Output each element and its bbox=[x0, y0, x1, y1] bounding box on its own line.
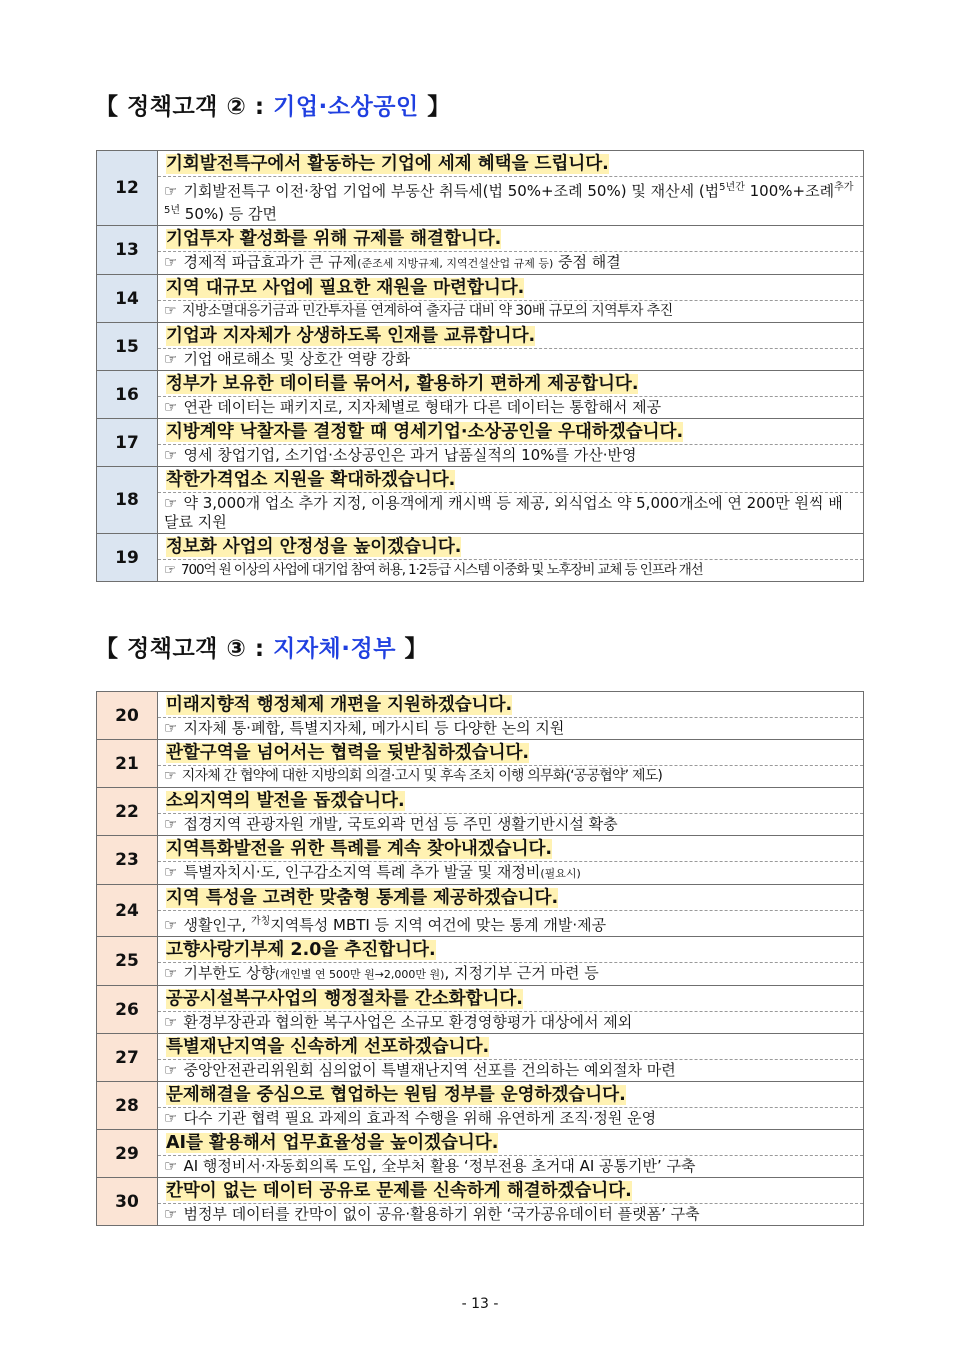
headline-text: 기업투자 활성화를 위해 규제를 해결합니다. bbox=[166, 229, 502, 249]
headline-text: 정부가 보유한 데이터를 묶어서, 활용하기 편하게 제공합니다. bbox=[166, 374, 639, 394]
item-detail bbox=[158, 963, 863, 985]
pointing-hand-icon: ☞ bbox=[164, 964, 178, 982]
item-headline bbox=[158, 275, 863, 301]
detail-text: 지방소멸대응기금과 민간투자를 연계하여 출자금 대비 약 30배 규모의 지역투자 추진 bbox=[181, 303, 673, 319]
table-row bbox=[97, 534, 864, 582]
detail-text: 기회발전특구 이전·창업 기업에 부동산 취득세(법 50%+조례 50%) 및 재산세 (법 bbox=[183, 182, 720, 200]
detail-text: 기업 애로해소 및 상호간 역량 강화 bbox=[183, 350, 411, 368]
pointing-hand-icon: ☞ bbox=[164, 350, 178, 368]
table-row bbox=[97, 419, 864, 467]
item-detail bbox=[158, 718, 863, 739]
item-number: 20 bbox=[97, 692, 158, 740]
item-number: 23 bbox=[97, 836, 158, 885]
detail-sup: 추가5년 bbox=[164, 182, 854, 216]
item-content bbox=[158, 467, 864, 534]
item-detail bbox=[158, 1012, 863, 1033]
table-row bbox=[97, 467, 864, 534]
detail-text: 지자체 간 협약에 대한 지방의회 의결·고시 및 후속 조치 이행 의무화(‘공공협약’ 제도) bbox=[181, 768, 663, 784]
table-row bbox=[97, 1130, 864, 1178]
detail-text: 영세 창업기업, 소기업·소상공인은 과거 납품실적의 10%를 가산·반영 bbox=[183, 446, 637, 464]
item-headline bbox=[158, 226, 863, 252]
detail-text: 50%) 등 감면 bbox=[180, 205, 277, 223]
item-content bbox=[158, 836, 864, 885]
headline-text: 지방계약 낙찰자를 결정할 때 영세기업·소상공인을 우대하겠습니다. bbox=[166, 422, 684, 442]
item-detail bbox=[158, 177, 863, 225]
item-number: 25 bbox=[97, 937, 158, 986]
headline-text: 지역 특성을 고려한 맞춤형 통계를 제공하겠습니다. bbox=[166, 888, 559, 908]
item-content bbox=[158, 1034, 864, 1082]
item-headline bbox=[158, 371, 863, 397]
table-row bbox=[97, 986, 864, 1034]
item-number: 19 bbox=[97, 534, 158, 582]
item-number: 12 bbox=[97, 151, 158, 226]
table-row bbox=[97, 275, 864, 323]
item-headline bbox=[158, 937, 863, 963]
bracket-open: 【 bbox=[95, 636, 119, 662]
table-row bbox=[97, 788, 864, 836]
detail-small: (준조세 지방규제, 지역건설산업 규제 등) bbox=[357, 257, 554, 270]
item-number: 14 bbox=[97, 275, 158, 323]
headline-text: 지역 대규모 사업에 필요한 재원을 마련합니다. bbox=[166, 278, 525, 298]
item-number: 17 bbox=[97, 419, 158, 467]
bracket-close: 】 bbox=[427, 94, 451, 120]
pointing-hand-icon: ☞ bbox=[164, 1205, 178, 1223]
item-detail bbox=[158, 252, 863, 274]
policy-table-government bbox=[96, 691, 864, 1226]
item-detail bbox=[158, 862, 863, 884]
item-content bbox=[158, 226, 864, 275]
table-row bbox=[97, 1178, 864, 1226]
table-row bbox=[97, 1034, 864, 1082]
item-content bbox=[158, 534, 864, 582]
table-row bbox=[97, 151, 864, 226]
item-headline bbox=[158, 1130, 863, 1156]
pointing-hand-icon: ☞ bbox=[164, 916, 178, 934]
headline-text: 문제해결을 중심으로 협업하는 원팀 정부를 운영하겠습니다. bbox=[166, 1085, 626, 1105]
item-headline bbox=[158, 740, 863, 766]
item-detail bbox=[158, 1204, 863, 1225]
item-content bbox=[158, 1130, 864, 1178]
pointing-hand-icon: ☞ bbox=[164, 863, 178, 881]
detail-text: , 지정기부 근거 마련 등 bbox=[444, 964, 599, 982]
item-content bbox=[158, 371, 864, 419]
item-content bbox=[158, 692, 864, 740]
item-number: 28 bbox=[97, 1082, 158, 1130]
item-detail bbox=[158, 493, 863, 533]
item-headline bbox=[158, 419, 863, 445]
pointing-hand-icon: ☞ bbox=[164, 446, 178, 464]
detail-text: 다수 기관 협력 필요 과제의 효과적 수행을 위해 유연하게 조직·정원 운영 bbox=[183, 1109, 657, 1127]
item-headline bbox=[158, 788, 863, 814]
item-content bbox=[158, 1178, 864, 1226]
headline-text: 미래지향적 행정체제 개편을 지원하겠습니다. bbox=[166, 695, 513, 715]
item-headline bbox=[158, 323, 863, 349]
item-number: 22 bbox=[97, 788, 158, 836]
item-content bbox=[158, 323, 864, 371]
headline-text: 고향사랑기부제 2.0을 추진합니다. bbox=[166, 940, 436, 960]
pointing-hand-icon: ☞ bbox=[164, 1109, 178, 1127]
section-highlight: 기업·소상공인 bbox=[273, 94, 419, 120]
item-content bbox=[158, 275, 864, 323]
table-row bbox=[97, 226, 864, 275]
item-number: 29 bbox=[97, 1130, 158, 1178]
item-content bbox=[158, 419, 864, 467]
headline-text: 착한가격업소 지원을 확대하겠습니다. bbox=[166, 470, 456, 490]
item-content bbox=[158, 151, 864, 226]
detail-text: 연관 데이터는 패키지로, 지자체별로 형태가 다른 데이터는 통합해서 제공 bbox=[183, 398, 662, 416]
headline-text: 칸막이 없는 데이터 공유로 문제를 신속하게 해결하겠습니다. bbox=[166, 1181, 632, 1201]
item-number: 15 bbox=[97, 323, 158, 371]
item-headline bbox=[158, 1082, 863, 1108]
pointing-hand-icon: ☞ bbox=[164, 768, 176, 784]
bracket-open: 【 bbox=[95, 94, 119, 120]
pointing-hand-icon: ☞ bbox=[164, 562, 176, 578]
item-detail bbox=[158, 1060, 863, 1081]
section-colon: : bbox=[254, 636, 265, 662]
section-prefix: 정책고객 bbox=[127, 636, 218, 662]
table-row bbox=[97, 1082, 864, 1130]
pointing-hand-icon: ☞ bbox=[164, 398, 178, 416]
page-number: - 13 - bbox=[461, 1296, 499, 1312]
item-number: 21 bbox=[97, 740, 158, 788]
detail-text: 특별자치시·도, 인구감소지역 특례 추가 발굴 및 재정비 bbox=[183, 863, 541, 881]
pointing-hand-icon: ☞ bbox=[164, 253, 178, 271]
detail-text: 접경지역 관광자원 개발, 국토외곽 먼섬 등 주민 생활기반시설 확충 bbox=[183, 815, 618, 833]
item-headline bbox=[158, 986, 863, 1012]
detail-text: AI 행정비서·자동회의록 도입, 全부처 활용 ‘정부전용 초거대 AI 공통기반’ 구축 bbox=[183, 1157, 696, 1175]
headline-text: 기회발전특구에서 활동하는 기업에 세제 혜택을 드립니다. bbox=[166, 154, 609, 174]
item-detail bbox=[158, 445, 863, 466]
detail-text: 경제적 파급효과가 큰 규제 bbox=[183, 253, 358, 271]
detail-text: 중앙안전관리위원회 심의없이 특별재난지역 선포를 건의하는 예외절차 마련 bbox=[183, 1061, 676, 1079]
detail-text: 100%+조례 bbox=[744, 182, 835, 200]
pointing-hand-icon: ☞ bbox=[164, 815, 178, 833]
item-number: 30 bbox=[97, 1178, 158, 1226]
detail-text: 지역특성 MBTI 등 지역 여건에 맞는 통계 개발·제공 bbox=[270, 916, 607, 934]
item-number: 26 bbox=[97, 986, 158, 1034]
headline-text: AI를 활용해서 업무효율성을 높이겠습니다. bbox=[166, 1133, 499, 1153]
pointing-hand-icon: ☞ bbox=[164, 1061, 178, 1079]
item-detail bbox=[158, 1156, 863, 1177]
item-detail bbox=[158, 766, 863, 787]
pointing-hand-icon: ☞ bbox=[164, 494, 178, 512]
detail-text: 기부한도 상향 bbox=[183, 964, 276, 982]
section-title-business bbox=[95, 88, 451, 121]
detail-text: 700억 원 이상의 사업에 대기업 참여 허용, 1·2등급 시스템 이중화 및 노후장비 교체 등 인프라 개선 bbox=[181, 562, 703, 578]
detail-sup: 5년간 bbox=[719, 182, 745, 193]
detail-small: (필요시) bbox=[540, 867, 581, 880]
section-colon: : bbox=[254, 94, 265, 120]
headline-text: 정보화 사업의 안정성을 높이겠습니다. bbox=[166, 537, 462, 557]
section-number: ③ bbox=[226, 636, 247, 662]
item-number: 16 bbox=[97, 371, 158, 419]
policy-table-business bbox=[96, 150, 864, 582]
table-row bbox=[97, 885, 864, 937]
detail-text: 환경부장관과 협의한 복구사업은 소규모 환경영향평가 대상에서 제외 bbox=[183, 1013, 633, 1031]
headline-text: 기업과 지자체가 상생하도록 인재를 교류합니다. bbox=[166, 326, 536, 346]
pointing-hand-icon: ☞ bbox=[164, 303, 176, 319]
table-row bbox=[97, 371, 864, 419]
item-detail bbox=[158, 1108, 863, 1129]
headline-text: 소외지역의 발전을 돕겠습니다. bbox=[166, 791, 405, 811]
item-headline bbox=[158, 467, 863, 493]
item-content bbox=[158, 788, 864, 836]
detail-small: (개인별 연 500만 원→2,000만 원) bbox=[275, 968, 445, 981]
item-detail bbox=[158, 814, 863, 835]
table-row bbox=[97, 836, 864, 885]
item-content bbox=[158, 986, 864, 1034]
item-number: 24 bbox=[97, 885, 158, 937]
item-headline bbox=[158, 692, 863, 718]
table-row bbox=[97, 692, 864, 740]
headline-text: 지역특화발전을 위한 특례를 계속 찾아내겠습니다. bbox=[166, 839, 553, 859]
section-title-government bbox=[95, 630, 428, 663]
bracket-close: 】 bbox=[404, 636, 428, 662]
item-headline bbox=[158, 151, 863, 177]
item-content bbox=[158, 885, 864, 937]
headline-text: 공공시설복구사업의 행정절차를 간소화합니다. bbox=[166, 989, 523, 1009]
detail-text: 약 3,000개 업소 추가 지정, 이용객에게 캐시백 등 제공, 외식업소 약 5,000개소에 연 200만 원씩 배달료 지원 bbox=[164, 494, 843, 531]
section-highlight: 지자체·정부 bbox=[273, 636, 396, 662]
detail-text: 지자체 통·폐합, 특별지자체, 메가시티 등 다양한 논의 지원 bbox=[183, 719, 565, 737]
detail-sup: 가칭 bbox=[250, 916, 271, 927]
item-headline bbox=[158, 1178, 863, 1204]
section-number: ② bbox=[226, 94, 247, 120]
headline-text: 특별재난지역을 신속하게 선포하겠습니다. bbox=[166, 1037, 490, 1057]
item-detail bbox=[158, 911, 863, 936]
detail-text: 범정부 데이터를 칸막이 없이 공유·활용하기 위한 ‘국가공유데이터 플랫폼’ 구축 bbox=[183, 1205, 700, 1223]
headline-text: 관할구역을 넘어서는 협력을 뒷받침하겠습니다. bbox=[166, 743, 530, 763]
pointing-hand-icon: ☞ bbox=[164, 1013, 178, 1031]
item-content bbox=[158, 740, 864, 788]
item-content bbox=[158, 1082, 864, 1130]
item-headline bbox=[158, 885, 863, 911]
table-row bbox=[97, 323, 864, 371]
item-detail bbox=[158, 349, 863, 370]
item-content bbox=[158, 937, 864, 986]
item-detail bbox=[158, 397, 863, 418]
pointing-hand-icon: ☞ bbox=[164, 1157, 178, 1175]
pointing-hand-icon: ☞ bbox=[164, 182, 178, 200]
pointing-hand-icon: ☞ bbox=[164, 719, 178, 737]
detail-text: 생활인구, bbox=[183, 916, 251, 934]
item-number: 27 bbox=[97, 1034, 158, 1082]
table-row bbox=[97, 937, 864, 986]
item-headline bbox=[158, 534, 863, 560]
table-row bbox=[97, 740, 864, 788]
item-headline bbox=[158, 1034, 863, 1060]
item-detail bbox=[158, 301, 863, 322]
item-headline bbox=[158, 836, 863, 862]
section-prefix: 정책고객 bbox=[127, 94, 218, 120]
item-number: 13 bbox=[97, 226, 158, 275]
detail-text: 중점 해결 bbox=[553, 253, 621, 271]
item-detail bbox=[158, 560, 863, 581]
item-number: 18 bbox=[97, 467, 158, 534]
